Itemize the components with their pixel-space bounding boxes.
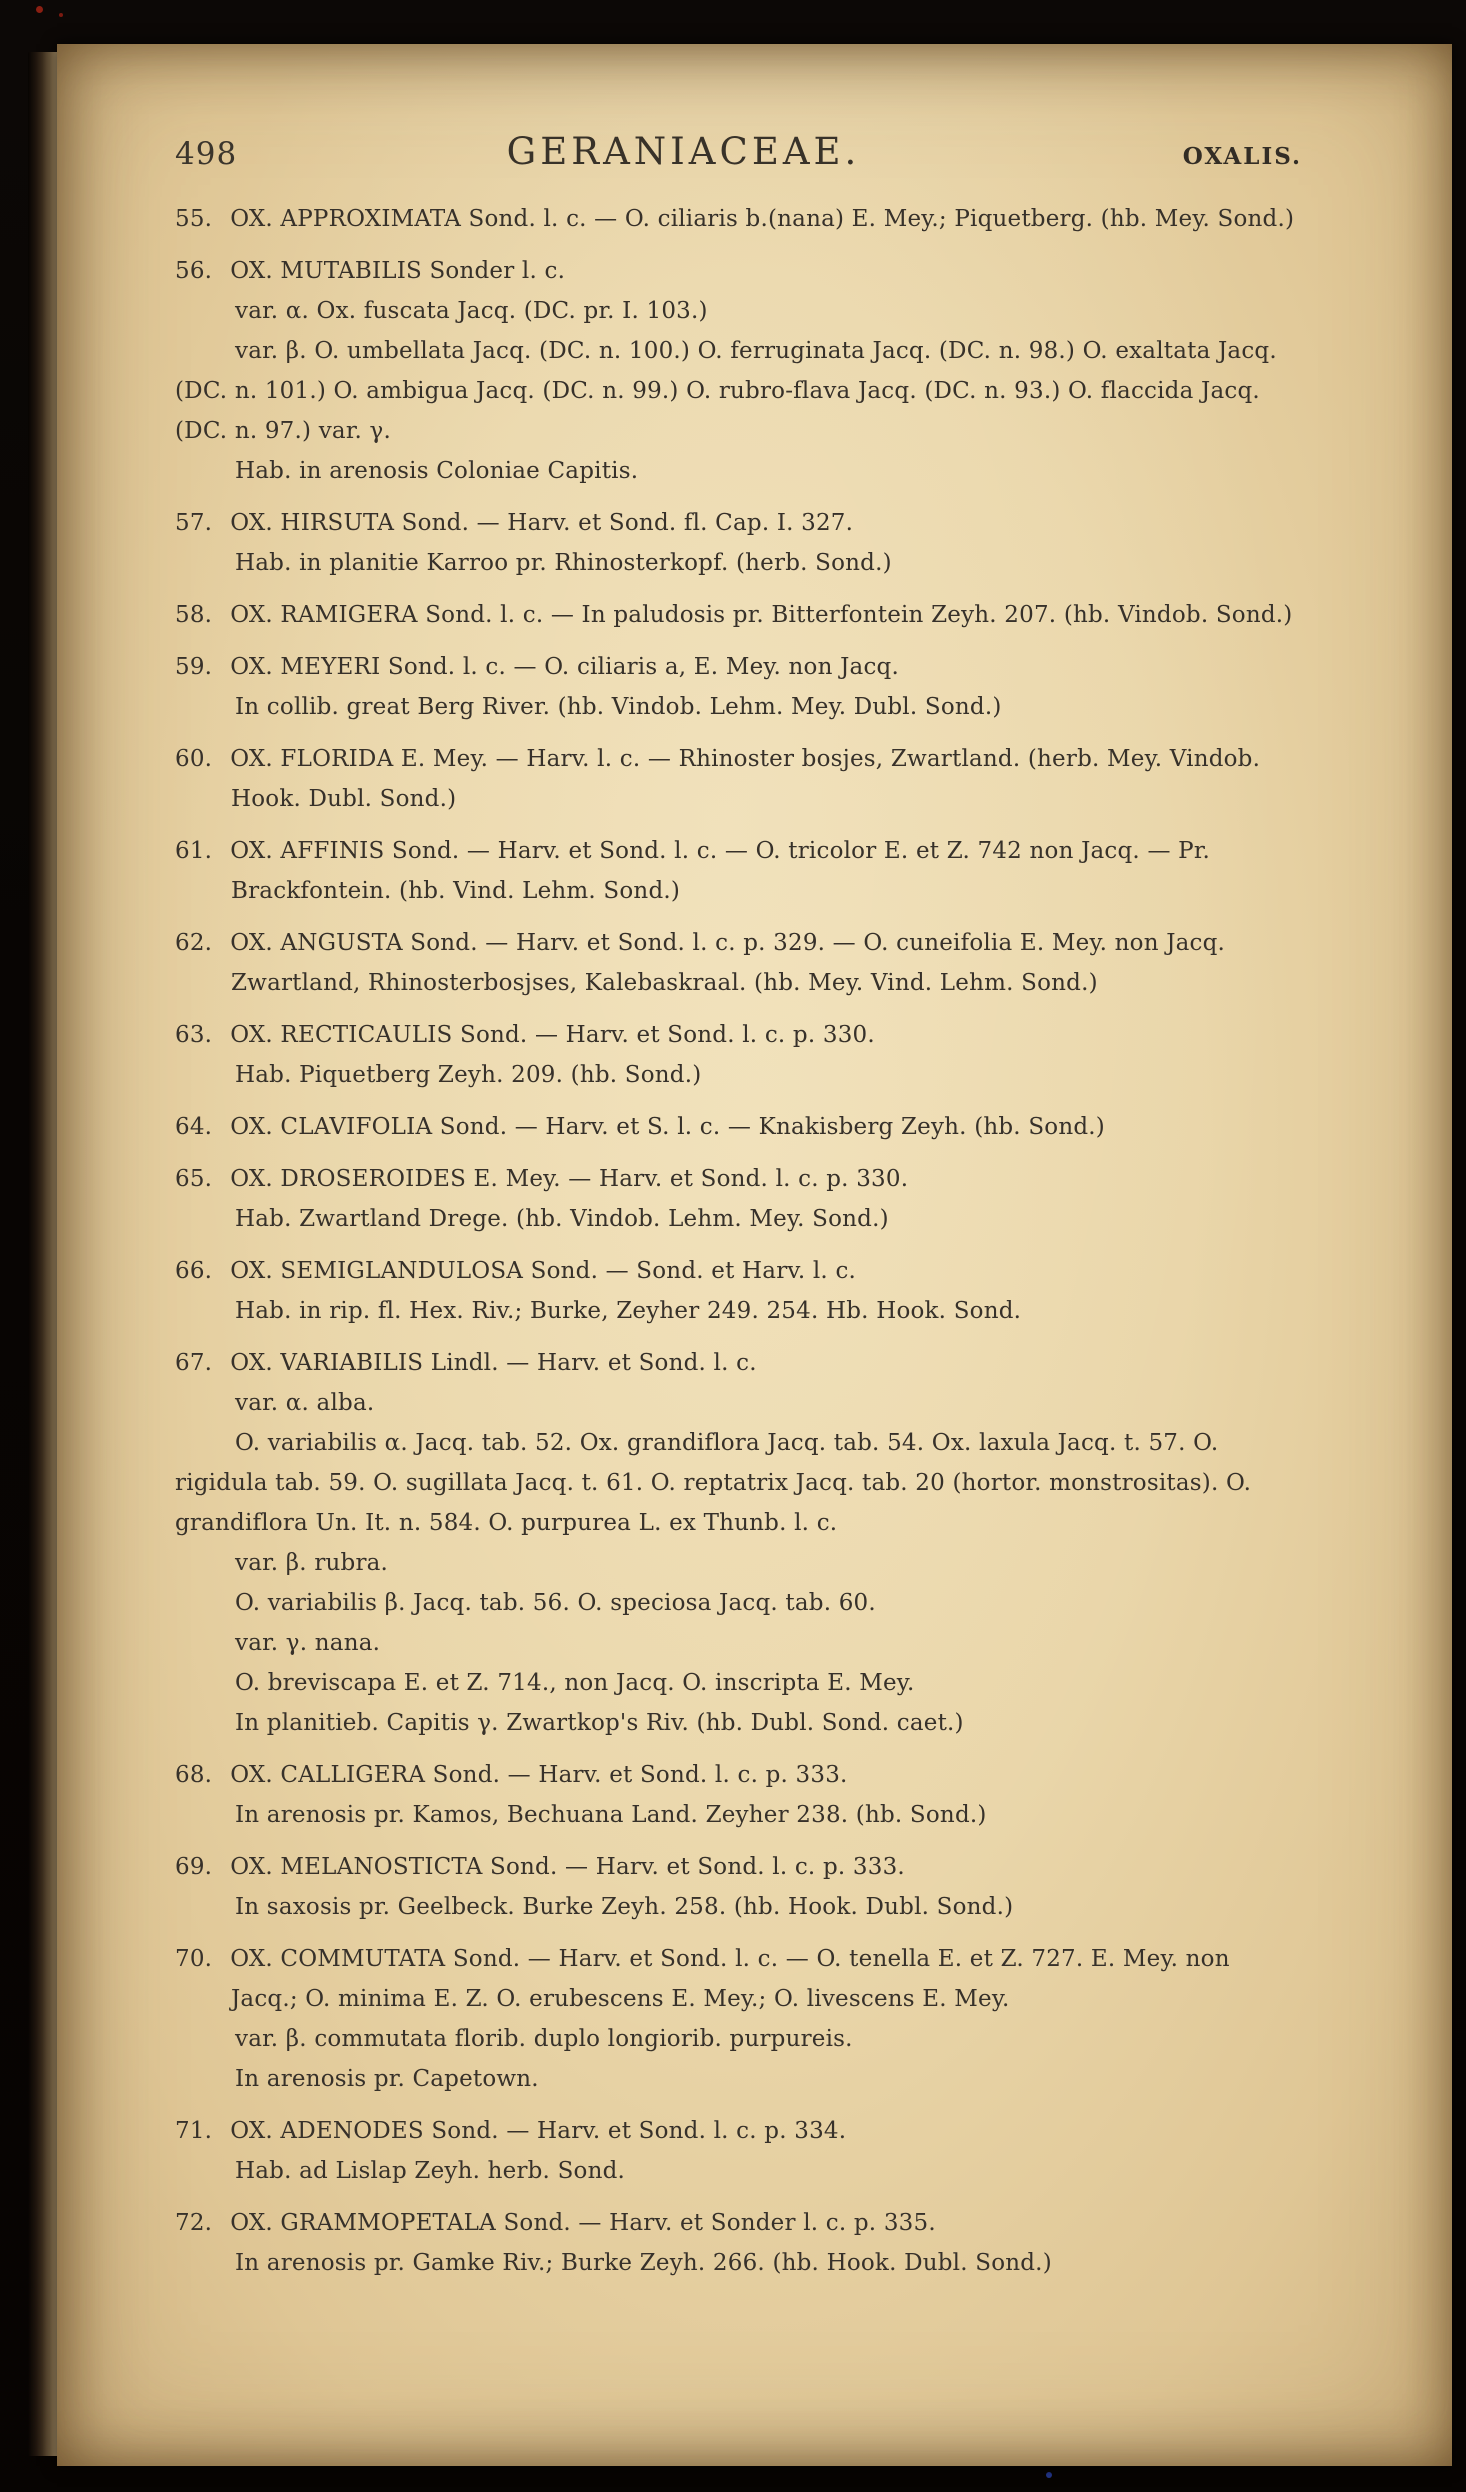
page-number: 498	[175, 136, 238, 172]
species-entry	[175, 2111, 1302, 2191]
entry-sub-line: In saxosis pr. Geelbeck. Burke Zeyh. 258. (hb. Hook. Dubl. Sond.)	[235, 1894, 1014, 1920]
running-header	[175, 130, 1302, 173]
entry-head-line	[175, 1159, 1302, 1199]
entry-number: 67.	[175, 1350, 213, 1376]
entry-sub-line: In arenosis pr. Gamke Riv.; Burke Zeyh. 266. (hb. Hook. Dubl. Sond.)	[235, 2250, 1052, 2276]
species-entry	[175, 1159, 1302, 1239]
entry-head-text: OX. HIRSUTA Sond. — Harv. et Sond. fl. Cap. I. 327.	[230, 510, 854, 536]
entry-head-line	[175, 739, 1302, 819]
entry-number: 57.	[175, 510, 213, 536]
entry-number: 61.	[175, 838, 213, 864]
entry-number: 68.	[175, 1762, 213, 1788]
entry-number: 70.	[175, 1946, 213, 1972]
entry-head-text: OX. SEMIGLANDULOSA Sond. — Sond. et Harv. l. c.	[230, 1258, 857, 1284]
entry-head-text: OX. VARIABILIS Lindl. — Harv. et Sond. l. c.	[230, 1350, 757, 1376]
entry-head-text: OX. MELANOSTICTA Sond. — Harv. et Sond. l. c. p. 333.	[230, 1854, 905, 1880]
entry-sub-line: Hab. Piquetberg Zeyh. 209. (hb. Sond.)	[235, 1062, 702, 1088]
entry-number: 72.	[175, 2210, 213, 2236]
species-entry	[175, 739, 1302, 819]
entry-head-text: OX. CLAVIFOLIA Sond. — Harv. et S. l. c. — Knakisberg Zeyh. (hb. Sond.)	[230, 1114, 1105, 1140]
red-speck	[59, 13, 63, 17]
species-entry	[175, 831, 1302, 911]
species-entry	[175, 1343, 1302, 1743]
genus-running-head: OXALIS.	[1182, 143, 1302, 170]
entry-head-text: OX. COMMUTATA Sond. — Harv. et Sond. l. c. — O. tenella E. et Z. 727. E. Mey. non Jacq.; O. minima E. Z. O. erubescens E. Mey.; O. livescens E. Mey.	[230, 1946, 1230, 2012]
entry-head-text: OX. APPROXIMATA Sond. l. c. — O. ciliaris b.(nana) E. Mey.; Piquetberg. (hb. Mey. Sond.)	[230, 206, 1295, 232]
entry-head-line	[175, 1939, 1302, 2019]
entry-head-text: OX. CALLIGERA Sond. — Harv. et Sond. l. c. p. 333.	[230, 1762, 848, 1788]
entry-number: 58.	[175, 602, 213, 628]
entry-sub-line: O. breviscapa E. et Z. 714., non Jacq. O. inscripta E. Mey.	[235, 1670, 915, 1696]
red-speck	[36, 6, 43, 13]
entry-head-line	[175, 595, 1302, 635]
entry-head-line	[175, 1107, 1302, 1147]
species-entry	[175, 647, 1302, 727]
entry-head-line	[175, 1343, 1302, 1383]
entry-head-text: OX. RAMIGERA Sond. l. c. — In paludosis pr. Bitterfontein Zeyh. 207. (hb. Vindob. Sond.)	[230, 602, 1293, 628]
entry-number: 56.	[175, 258, 213, 284]
entry-head-text: OX. ADENODES Sond. — Harv. et Sond. l. c. p. 334.	[230, 2118, 847, 2144]
entry-number: 69.	[175, 1854, 213, 1880]
species-entry	[175, 1755, 1302, 1835]
entry-number: 62.	[175, 930, 213, 956]
entry-number: 64.	[175, 1114, 213, 1140]
species-entry	[175, 1939, 1302, 2099]
entry-head-line	[175, 503, 1302, 543]
entry-head-line	[175, 1015, 1302, 1055]
entry-head-line	[175, 2203, 1302, 2243]
species-entry	[175, 1107, 1302, 1147]
species-entry	[175, 251, 1302, 491]
entry-sub-line: Hab. ad Lislap Zeyh. herb. Sond.	[235, 2158, 626, 2184]
entry-sub-line: O. variabilis β. Jacq. tab. 56. O. speciosa Jacq. tab. 60.	[235, 1590, 876, 1616]
entry-sub-line: var. β. rubra.	[235, 1550, 389, 1576]
entry-head-text: OX. ANGUSTA Sond. — Harv. et Sond. l. c. p. 329. — O. cuneifolia E. Mey. non Jacq. Zwartland, Rhinosterbosjses, Kalebaskraal. (hb. Mey. Vind. Lehm. Sond.)	[230, 930, 1226, 996]
entry-sub-line: In planitieb. Capitis γ. Zwartkop's Riv. (hb. Dubl. Sond. caet.)	[235, 1710, 964, 1736]
entry-number: 63.	[175, 1022, 213, 1048]
family-title: GERANIACEAE.	[506, 130, 861, 173]
entry-sub-line: var. α. alba.	[235, 1390, 375, 1416]
entry-head-text: OX. RECTICAULIS Sond. — Harv. et Sond. l. c. p. 330.	[230, 1022, 875, 1048]
species-entries-list	[175, 199, 1302, 2283]
entry-head-line	[175, 831, 1302, 911]
species-entry	[175, 595, 1302, 635]
species-entry	[175, 199, 1302, 239]
entry-number: 65.	[175, 1166, 213, 1192]
entry-sub-line: Hab. in planitie Karroo pr. Rhinosterkopf. (herb. Sond.)	[235, 550, 892, 576]
entry-sub-line: In arenosis pr. Kamos, Bechuana Land. Zeyher 238. (hb. Sond.)	[235, 1802, 987, 1828]
species-entry	[175, 1251, 1302, 1331]
entry-head-text: OX. GRAMMOPETALA Sond. — Harv. et Sonder l. c. p. 335.	[230, 2210, 936, 2236]
page-edge-stack	[28, 52, 60, 2456]
species-entry	[175, 1847, 1302, 1927]
entry-sub-line: var. α. Ox. fuscata Jacq. (DC. pr. I. 103.)	[235, 298, 708, 324]
entry-head-line	[175, 251, 1302, 291]
entry-head-text: OX. DROSEROIDES E. Mey. — Harv. et Sond. l. c. p. 330.	[230, 1166, 909, 1192]
entry-sub-line: var. β. O. umbellata Jacq. (DC. n. 100.) O. ferruginata Jacq. (DC. n. 98.) O. exaltata Jacq. (DC. n. 101.) O. ambigua Jacq. (DC. n. 99.) O. rubro-flava Jacq. (DC. n. 93.) O. flaccida Jacq. (DC. n. 97.) var. γ.	[175, 338, 1277, 444]
book-page	[57, 44, 1452, 2466]
entry-number: 66.	[175, 1258, 213, 1284]
species-entry	[175, 1015, 1302, 1095]
entry-number: 59.	[175, 654, 213, 680]
entry-sub-line: Hab. Zwartland Drege. (hb. Vindob. Lehm. Mey. Sond.)	[235, 1206, 889, 1232]
entry-sub-line: Hab. in rip. fl. Hex. Riv.; Burke, Zeyher 249. 254. Hb. Hook. Sond.	[235, 1298, 1022, 1324]
entry-number: 55.	[175, 206, 213, 232]
entry-head-line	[175, 2111, 1302, 2151]
entry-sub-line: O. variabilis α. Jacq. tab. 52. Ox. grandiflora Jacq. tab. 54. Ox. laxula Jacq. t. 57. O. rigidula tab. 59. O. sugillata Jacq. t. 61. O. reptatrix Jacq. tab. 20 (hortor. monstrositas). O. grandiflora Un. It. n. 584. O. purpurea L. ex Thunb. l. c.	[175, 1430, 1252, 1536]
entry-head-text: OX. MUTABILIS Sonder l. c.	[230, 258, 566, 284]
entry-number: 60.	[175, 746, 213, 772]
entry-number: 71.	[175, 2118, 213, 2144]
blue-speck	[1046, 2472, 1052, 2478]
entry-head-text: OX. FLORIDA E. Mey. — Harv. l. c. — Rhinoster bosjes, Zwartland. (herb. Mey. Vindob. Hook. Dubl. Sond.)	[230, 746, 1261, 812]
species-entry	[175, 503, 1302, 583]
entry-sub-line: Hab. in arenosis Coloniae Capitis.	[235, 458, 639, 484]
entry-sub-line: var. β. commutata florib. duplo longiorib. purpureis.	[235, 2026, 853, 2052]
entry-sub-line: In arenosis pr. Capetown.	[235, 2066, 539, 2092]
entry-sub-line: var. γ. nana.	[235, 1630, 381, 1656]
entry-head-line	[175, 923, 1302, 1003]
entry-head-text: OX. AFFINIS Sond. — Harv. et Sond. l. c. — O. tricolor E. et Z. 742 non Jacq. — Pr. Brackfontein. (hb. Vind. Lehm. Sond.)	[230, 838, 1211, 904]
page-content	[57, 44, 1452, 2283]
entry-head-text: OX. MEYERI Sond. l. c. — O. ciliaris a, E. Mey. non Jacq.	[230, 654, 899, 680]
entry-head-line	[175, 1847, 1302, 1887]
entry-head-line	[175, 1251, 1302, 1291]
entry-head-line	[175, 647, 1302, 687]
entry-sub-line: In collib. great Berg River. (hb. Vindob. Lehm. Mey. Dubl. Sond.)	[235, 694, 1002, 720]
entry-head-line	[175, 1755, 1302, 1795]
entry-head-line	[175, 199, 1302, 239]
species-entry	[175, 923, 1302, 1003]
species-entry	[175, 2203, 1302, 2283]
